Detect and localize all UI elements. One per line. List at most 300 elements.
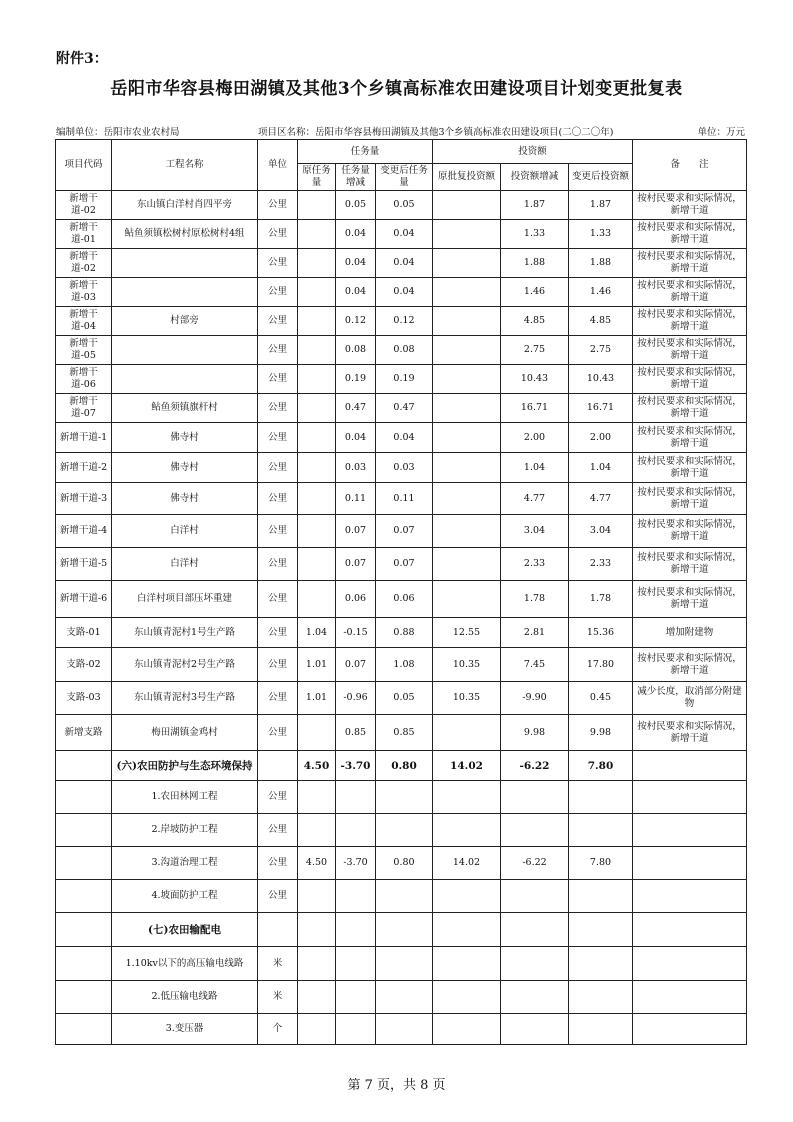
- code-cell: [56, 913, 112, 947]
- task-change-cell: 0.06: [336, 581, 376, 618]
- name-cell: 1.10kv以下的高压输电线路: [112, 947, 258, 981]
- page-number: 第 7 页，共 8 页: [347, 1078, 446, 1093]
- invest-after-cell: 16.71: [569, 394, 633, 423]
- code-cell: [56, 880, 112, 913]
- attachment-label: 附件3：: [56, 51, 108, 67]
- task-orig-cell: [298, 1014, 336, 1045]
- table-row: [56, 814, 747, 847]
- name-cell: 梅田湖镇金鸡村: [112, 715, 258, 751]
- header-invest-orig: 原批复投资额: [433, 164, 501, 191]
- name-cell: [112, 249, 258, 278]
- task-after-cell: 0.19: [376, 365, 433, 394]
- invest-change-cell: [501, 1014, 569, 1045]
- invest-after-cell: 4.85: [569, 307, 633, 336]
- remark-cell: [633, 913, 747, 947]
- task-orig-cell: [298, 394, 336, 423]
- table-row: [56, 913, 747, 947]
- header-invest-after: 变更后投资额: [569, 164, 633, 191]
- name-cell: 鲇鱼须镇旗杆村: [112, 394, 258, 423]
- task-orig-cell: [298, 913, 336, 947]
- remark-cell: 按村民要求和实际情况，新增干道: [633, 278, 747, 307]
- remark-cell: 按村民要求和实际情况，新增干道: [633, 249, 747, 278]
- task-orig-cell: [298, 365, 336, 394]
- task-change-cell: 0.04: [336, 423, 376, 453]
- task-change-cell: -0.96: [336, 682, 376, 715]
- invest-after-cell: 1.87: [569, 191, 633, 220]
- task-orig-cell: [298, 947, 336, 981]
- invest-orig-cell: [433, 423, 501, 453]
- name-cell: 东山镇青泥村1号生产路: [112, 618, 258, 648]
- header-invest-group: 投资额: [433, 140, 633, 164]
- name-cell: 佛寺村: [112, 423, 258, 453]
- invest-after-cell: 2.33: [569, 548, 633, 581]
- code-cell: 新增干道-02: [56, 191, 112, 220]
- table-row: [56, 648, 747, 682]
- invest-after-cell: 10.43: [569, 365, 633, 394]
- task-after-cell: 0.08: [376, 336, 433, 365]
- task-orig-cell: 1.01: [298, 682, 336, 715]
- task-change-cell: 0.11: [336, 483, 376, 515]
- unit-cell: 公里: [258, 365, 298, 394]
- name-cell: [112, 336, 258, 365]
- table-row: [56, 365, 747, 394]
- code-cell: [56, 751, 112, 781]
- table-row: [56, 682, 747, 715]
- task-change-cell: 0.04: [336, 249, 376, 278]
- invest-change-cell: 1.33: [501, 220, 569, 249]
- invest-after-cell: 1.88: [569, 249, 633, 278]
- remark-cell: 按村民要求和实际情况，新增干道: [633, 548, 747, 581]
- code-cell: [56, 781, 112, 814]
- unit-cell: 公里: [258, 453, 298, 483]
- task-after-cell: 0.07: [376, 515, 433, 548]
- task-change-cell: 0.05: [336, 191, 376, 220]
- code-cell: 新增干道-5: [56, 548, 112, 581]
- header-name: 工程名称: [112, 140, 258, 191]
- table-row: [56, 1014, 747, 1045]
- invest-orig-cell: [433, 191, 501, 220]
- task-change-cell: 0.07: [336, 648, 376, 682]
- invest-orig-cell: 12.55: [433, 618, 501, 648]
- invest-after-cell: 1.46: [569, 278, 633, 307]
- task-after-cell: 0.03: [376, 453, 433, 483]
- table-row: [56, 847, 747, 880]
- table-row: [56, 336, 747, 365]
- task-change-cell: [336, 781, 376, 814]
- remark-cell: 按村民要求和实际情况，新增干道: [633, 365, 747, 394]
- invest-orig-cell: [433, 913, 501, 947]
- task-orig-cell: [298, 781, 336, 814]
- invest-change-cell: 16.71: [501, 394, 569, 423]
- table-row: [56, 423, 747, 453]
- task-change-cell: 0.85: [336, 715, 376, 751]
- compiler-unit: 编制单位：岳阳市农业农村局: [56, 127, 180, 138]
- task-after-cell: 0.05: [376, 682, 433, 715]
- invest-change-cell: -9.90: [501, 682, 569, 715]
- remark-cell: 按村民要求和实际情况，新增干道: [633, 715, 747, 751]
- invest-after-cell: [569, 1014, 633, 1045]
- unit-cell: 米: [258, 981, 298, 1014]
- task-change-cell: [336, 947, 376, 981]
- invest-after-cell: 0.45: [569, 682, 633, 715]
- remark-cell: 按村民要求和实际情况，新增干道: [633, 307, 747, 336]
- invest-after-cell: [569, 781, 633, 814]
- remark-cell: [633, 781, 747, 814]
- code-cell: 新增干道-4: [56, 515, 112, 548]
- remark-cell: [633, 981, 747, 1014]
- unit-cell: 公里: [258, 220, 298, 249]
- invest-change-cell: [501, 781, 569, 814]
- task-after-cell: [376, 1014, 433, 1045]
- remark-cell: 减少长度，取消部分附建物: [633, 682, 747, 715]
- table-row: [56, 880, 747, 913]
- unit-cell: 公里: [258, 278, 298, 307]
- invest-orig-cell: [433, 515, 501, 548]
- name-cell: 白洋村: [112, 515, 258, 548]
- task-change-cell: 0.07: [336, 515, 376, 548]
- invest-orig-cell: 14.02: [433, 751, 501, 781]
- invest-change-cell: 1.78: [501, 581, 569, 618]
- task-change-cell: 0.47: [336, 394, 376, 423]
- remark-cell: [633, 847, 747, 880]
- name-cell: 2.岸坡防护工程: [112, 814, 258, 847]
- header-remark: 备 注: [633, 140, 747, 191]
- code-cell: [56, 1014, 112, 1045]
- remark-cell: 增加附建物: [633, 618, 747, 648]
- task-change-cell: 0.04: [336, 278, 376, 307]
- invest-after-cell: [569, 913, 633, 947]
- name-cell: 白洋村: [112, 548, 258, 581]
- task-orig-cell: 4.50: [298, 751, 336, 781]
- name-cell: 村部旁: [112, 307, 258, 336]
- task-change-cell: -3.70: [336, 847, 376, 880]
- task-change-cell: [336, 913, 376, 947]
- invest-orig-cell: [433, 249, 501, 278]
- task-orig-cell: [298, 307, 336, 336]
- invest-orig-cell: 10.35: [433, 648, 501, 682]
- code-cell: 新增干道-1: [56, 423, 112, 453]
- task-orig-cell: [298, 483, 336, 515]
- task-change-cell: 0.19: [336, 365, 376, 394]
- task-change-cell: [336, 981, 376, 1014]
- invest-orig-cell: [433, 781, 501, 814]
- task-change-cell: -0.15: [336, 618, 376, 648]
- unit-cell: 公里: [258, 715, 298, 751]
- task-change-cell: 0.12: [336, 307, 376, 336]
- invest-after-cell: 4.77: [569, 483, 633, 515]
- code-cell: [56, 981, 112, 1014]
- header-code: 项目代码: [56, 140, 112, 191]
- task-orig-cell: [298, 220, 336, 249]
- task-after-cell: [376, 880, 433, 913]
- invest-change-cell: 1.87: [501, 191, 569, 220]
- invest-change-cell: 2.75: [501, 336, 569, 365]
- unit-cell: [258, 751, 298, 781]
- invest-after-cell: 9.98: [569, 715, 633, 751]
- remark-cell: [633, 814, 747, 847]
- remark-cell: 按村民要求和实际情况，新增干道: [633, 453, 747, 483]
- unit-cell: 公里: [258, 880, 298, 913]
- unit-cell: [258, 913, 298, 947]
- unit-cell: 公里: [258, 423, 298, 453]
- task-orig-cell: [298, 423, 336, 453]
- unit-cell: 公里: [258, 483, 298, 515]
- code-cell: 新增干道-03: [56, 278, 112, 307]
- task-after-cell: [376, 913, 433, 947]
- table-row: [56, 220, 747, 249]
- task-change-cell: [336, 880, 376, 913]
- name-cell: 2.低压输电线路: [112, 981, 258, 1014]
- name-cell: 3.沟道治理工程: [112, 847, 258, 880]
- header-task-after: 变更后任务量: [376, 164, 433, 191]
- task-after-cell: 0.07: [376, 548, 433, 581]
- task-after-cell: 0.11: [376, 483, 433, 515]
- task-orig-cell: [298, 278, 336, 307]
- task-after-cell: 0.88: [376, 618, 433, 648]
- header-task-change: 任务量增减: [336, 164, 376, 191]
- remark-cell: 按村民要求和实际情况，新增干道: [633, 581, 747, 618]
- invest-orig-cell: [433, 981, 501, 1014]
- table-row: [56, 191, 747, 220]
- table-row: [56, 307, 747, 336]
- code-cell: 支路-02: [56, 648, 112, 682]
- invest-after-cell: 2.75: [569, 336, 633, 365]
- task-after-cell: 0.80: [376, 847, 433, 880]
- task-orig-cell: [298, 981, 336, 1014]
- invest-orig-cell: 14.02: [433, 847, 501, 880]
- invest-change-cell: 2.33: [501, 548, 569, 581]
- name-cell: [112, 278, 258, 307]
- remark-cell: 按村民要求和实际情况，新增干道: [633, 394, 747, 423]
- task-after-cell: 0.85: [376, 715, 433, 751]
- table-row: [56, 781, 747, 814]
- code-cell: 新增干道-3: [56, 483, 112, 515]
- task-orig-cell: [298, 453, 336, 483]
- header-invest-change: 投资额增减: [501, 164, 569, 191]
- unit-cell: 米: [258, 947, 298, 981]
- unit-cell: 公里: [258, 648, 298, 682]
- invest-orig-cell: [433, 307, 501, 336]
- task-after-cell: [376, 947, 433, 981]
- invest-change-cell: 4.77: [501, 483, 569, 515]
- invest-change-cell: [501, 814, 569, 847]
- invest-after-cell: 1.33: [569, 220, 633, 249]
- remark-cell: [633, 751, 747, 781]
- task-after-cell: [376, 781, 433, 814]
- code-cell: 支路-03: [56, 682, 112, 715]
- invest-after-cell: 7.80: [569, 847, 633, 880]
- code-cell: 新增干道-6: [56, 581, 112, 618]
- task-after-cell: [376, 814, 433, 847]
- remark-cell: 按村民要求和实际情况，新增干道: [633, 483, 747, 515]
- invest-change-cell: 1.46: [501, 278, 569, 307]
- currency-unit: 单位：万元: [697, 127, 745, 138]
- invest-change-cell: 9.98: [501, 715, 569, 751]
- invest-orig-cell: [433, 220, 501, 249]
- invest-after-cell: 1.04: [569, 453, 633, 483]
- unit-cell: 公里: [258, 249, 298, 278]
- task-after-cell: 0.04: [376, 423, 433, 453]
- remark-cell: [633, 947, 747, 981]
- task-orig-cell: [298, 581, 336, 618]
- invest-after-cell: 17.80: [569, 648, 633, 682]
- invest-change-cell: -6.22: [501, 847, 569, 880]
- table-row: [56, 981, 747, 1014]
- invest-change-cell: 1.88: [501, 249, 569, 278]
- code-cell: 新增干道-07: [56, 394, 112, 423]
- table-row: [56, 453, 747, 483]
- remark-cell: 按村民要求和实际情况，新增干道: [633, 648, 747, 682]
- code-cell: 新增干道-02: [56, 249, 112, 278]
- name-cell: 1.农田林网工程: [112, 781, 258, 814]
- task-after-cell: 0.47: [376, 394, 433, 423]
- name-cell: 佛寺村: [112, 453, 258, 483]
- task-after-cell: [376, 981, 433, 1014]
- table-row: [56, 548, 747, 581]
- unit-cell: 公里: [258, 394, 298, 423]
- invest-after-cell: [569, 880, 633, 913]
- invest-after-cell: [569, 981, 633, 1014]
- unit-cell: 公里: [258, 307, 298, 336]
- invest-orig-cell: [433, 483, 501, 515]
- task-orig-cell: 1.04: [298, 618, 336, 648]
- invest-change-cell: 3.04: [501, 515, 569, 548]
- task-orig-cell: 1.01: [298, 648, 336, 682]
- name-cell: 东山镇青泥村3号生产路: [112, 682, 258, 715]
- code-cell: 新增干道-04: [56, 307, 112, 336]
- invest-change-cell: 1.04: [501, 453, 569, 483]
- change-approval-table: [55, 139, 747, 1045]
- unit-cell: 公里: [258, 682, 298, 715]
- invest-orig-cell: [433, 814, 501, 847]
- name-cell: 白洋村项目部压坏重建: [112, 581, 258, 618]
- invest-orig-cell: [433, 581, 501, 618]
- invest-orig-cell: [433, 394, 501, 423]
- invest-change-cell: 7.45: [501, 648, 569, 682]
- invest-change-cell: [501, 981, 569, 1014]
- invest-change-cell: [501, 880, 569, 913]
- invest-orig-cell: [433, 715, 501, 751]
- table-row: [56, 581, 747, 618]
- invest-change-cell: 4.85: [501, 307, 569, 336]
- task-after-cell: 0.80: [376, 751, 433, 781]
- invest-after-cell: [569, 814, 633, 847]
- task-change-cell: [336, 1014, 376, 1045]
- code-cell: 新增干道-05: [56, 336, 112, 365]
- task-after-cell: 0.05: [376, 191, 433, 220]
- task-orig-cell: [298, 880, 336, 913]
- header-task-orig: 原任务量: [298, 164, 336, 191]
- remark-cell: 按村民要求和实际情况，新增干道: [633, 220, 747, 249]
- unit-cell: 公里: [258, 781, 298, 814]
- task-after-cell: 0.06: [376, 581, 433, 618]
- name-cell: 鲇鱼须镇松树村原松树村4组: [112, 220, 258, 249]
- invest-change-cell: 10.43: [501, 365, 569, 394]
- task-change-cell: 0.08: [336, 336, 376, 365]
- task-change-cell: 0.03: [336, 453, 376, 483]
- task-after-cell: 0.04: [376, 249, 433, 278]
- task-orig-cell: [298, 814, 336, 847]
- invest-after-cell: 15.36: [569, 618, 633, 648]
- unit-cell: 公里: [258, 548, 298, 581]
- invest-after-cell: 2.00: [569, 423, 633, 453]
- invest-orig-cell: 10.35: [433, 682, 501, 715]
- task-change-cell: -3.70: [336, 751, 376, 781]
- task-after-cell: 0.12: [376, 307, 433, 336]
- task-change-cell: 0.07: [336, 548, 376, 581]
- code-cell: 新增干道-2: [56, 453, 112, 483]
- invest-after-cell: [569, 947, 633, 981]
- invest-change-cell: 2.00: [501, 423, 569, 453]
- task-orig-cell: [298, 515, 336, 548]
- header-task-group: 任务量: [298, 140, 433, 164]
- task-change-cell: [336, 814, 376, 847]
- invest-change-cell: [501, 947, 569, 981]
- header-unit: 单位: [258, 140, 298, 191]
- remark-cell: 按村民要求和实际情况，新增干道: [633, 515, 747, 548]
- task-orig-cell: 4.50: [298, 847, 336, 880]
- unit-cell: 公里: [258, 515, 298, 548]
- name-cell: [112, 365, 258, 394]
- unit-cell: 公里: [258, 191, 298, 220]
- invest-change-cell: [501, 913, 569, 947]
- table-row: [56, 715, 747, 751]
- task-orig-cell: [298, 336, 336, 365]
- table-row: [56, 278, 747, 307]
- name-cell: (六)农田防护与生态环境保持: [112, 751, 258, 781]
- unit-cell: 公里: [258, 847, 298, 880]
- document-title: 岳阳市华容县梅田湖镇及其他3个乡镇高标准农田建设项目计划变更批复表: [110, 79, 683, 99]
- code-cell: 支路-01: [56, 618, 112, 648]
- invest-after-cell: 1.78: [569, 581, 633, 618]
- table-row: [56, 394, 747, 423]
- task-orig-cell: [298, 191, 336, 220]
- remark-cell: [633, 1014, 747, 1045]
- unit-cell: 公里: [258, 581, 298, 618]
- unit-cell: 公里: [258, 336, 298, 365]
- table-row: [56, 483, 747, 515]
- invest-orig-cell: [433, 947, 501, 981]
- invest-orig-cell: [433, 548, 501, 581]
- invest-orig-cell: [433, 1014, 501, 1045]
- invest-orig-cell: [433, 365, 501, 394]
- code-cell: 新增支路: [56, 715, 112, 751]
- name-cell: 4.坡面防护工程: [112, 880, 258, 913]
- task-orig-cell: [298, 548, 336, 581]
- code-cell: 新增干道-06: [56, 365, 112, 394]
- project-area: 项目区名称：岳阳市华容县梅田湖镇及其他3个乡镇高标准农田建设项目(二〇二〇年): [258, 127, 614, 138]
- invest-change-cell: 2.81: [501, 618, 569, 648]
- unit-cell: 公里: [258, 814, 298, 847]
- name-cell: 东山镇白洋村肖四平旁: [112, 191, 258, 220]
- remark-cell: 按村民要求和实际情况，新增干道: [633, 336, 747, 365]
- invest-orig-cell: [433, 278, 501, 307]
- table-row: [56, 515, 747, 548]
- name-cell: 东山镇青泥村2号生产路: [112, 648, 258, 682]
- code-cell: [56, 814, 112, 847]
- task-change-cell: 0.04: [336, 220, 376, 249]
- unit-cell: 个: [258, 1014, 298, 1045]
- invest-orig-cell: [433, 453, 501, 483]
- table-row: [56, 249, 747, 278]
- invest-orig-cell: [433, 880, 501, 913]
- code-cell: 新增干道-01: [56, 220, 112, 249]
- code-cell: [56, 847, 112, 880]
- invest-after-cell: 3.04: [569, 515, 633, 548]
- name-cell: 佛寺村: [112, 483, 258, 515]
- task-after-cell: 0.04: [376, 278, 433, 307]
- remark-cell: 按村民要求和实际情况，新增干道: [633, 423, 747, 453]
